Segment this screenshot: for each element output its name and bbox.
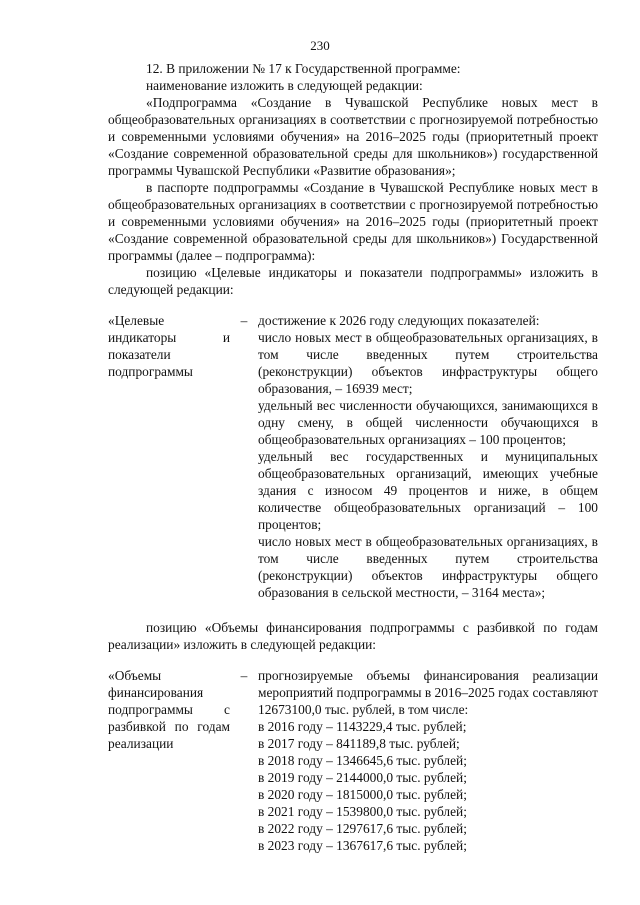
funding-year: в 2022 году – 1297617,6 тыс. рублей;: [258, 821, 467, 836]
indicator-item: удельный вес численности обучающихся, занимающихся в одну смену, в общей численности обучающихся в общеобразовательных организациях – 100 процентов;: [258, 398, 598, 447]
indicator-item: число новых мест в общеобразовательных организациях, в том числе введенных путем строительства (реконструкции) объектов инфраструктуры общего образования, – 16939 мест;: [258, 330, 598, 396]
funding-intro: прогнозируемые объемы финансирования реализации мероприятий подпрограммы в 2016–2025 годах составляют 12673100,0 тыс. рублей, в том числе:: [258, 668, 598, 717]
funding-year: в 2018 году – 1346645,6 тыс. рублей;: [258, 753, 467, 768]
indicators-row: [108, 312, 598, 601]
indicators-label: «Целевые индикаторы и показатели подпрограммы: [108, 313, 230, 379]
document-body: [108, 60, 598, 854]
intro-line-1: 12. В приложении № 17 к Государственной программе:: [146, 61, 461, 76]
passport-paragraph: в паспорте подпрограммы «Создание в Чувашской Республике новых мест в общеобразовательных организациях в соответствии с прогнозируемой потребностью и современными условиями обучения» на 2016–2025 годы (приоритетный проект «Создание современной образовательной среды для школьников») Государственной программы (далее – подпрограмма):: [108, 180, 598, 263]
funding-label: «Объемы финансирования подпрограммы с разбивкой по годам реализации: [108, 668, 230, 751]
indicator-item: достижение к 2026 году следующих показателей:: [258, 313, 540, 328]
indicator-item: удельный вес государственных и муниципальных общеобразовательных организаций, имеющих учебные здания с износом 49 процентов и ниже, в общем количестве общеобразовательных организаций – 100 процентов;: [258, 449, 598, 532]
funding-year: в 2019 году – 2144000,0 тыс. рублей;: [258, 770, 467, 785]
indicators-dash: –: [240, 313, 248, 328]
subprogram-name-quote: «Подпрограмма «Создание в Чувашской Республике новых мест в общеобразовательных организациях в соответствии с прогнозируемой потребностью и современными условиями обучения» на 2016–2025 годы (приоритетный проект «Создание современной образовательной среды для школьников») государственной программы Чувашской Республики «Развитие образования»;: [108, 95, 598, 178]
funding-position-paragraph: позицию «Объемы финансирования подпрограммы с разбивкой по годам реализации» изложить в следующей редакции:: [108, 620, 598, 652]
funding-row: [108, 667, 598, 854]
indicators-values: [258, 312, 598, 601]
funding-year: в 2021 году – 1539800,0 тыс. рублей;: [258, 804, 467, 819]
funding-year: в 2016 году – 1143229,4 тыс. рублей;: [258, 719, 467, 734]
intro-line-2: наименование изложить в следующей редакции:: [146, 78, 423, 93]
indicators-position-paragraph: позицию «Целевые индикаторы и показатели подпрограммы» изложить в следующей редакции:: [108, 265, 598, 297]
funding-year: в 2017 году – 841189,8 тыс. рублей;: [258, 736, 460, 751]
page-number: 230: [310, 38, 330, 53]
funding-year: в 2020 году – 1815000,0 тыс. рублей;: [258, 787, 467, 802]
funding-values: [258, 667, 598, 854]
indicator-item: число новых мест в общеобразовательных организациях, в том числе введенных путем строительства (реконструкции) объектов инфраструктуры общего образования в сельской местности, – 3164 места»;: [258, 534, 598, 600]
funding-year: в 2023 году – 1367617,6 тыс. рублей;: [258, 838, 467, 853]
funding-dash: –: [240, 668, 248, 683]
